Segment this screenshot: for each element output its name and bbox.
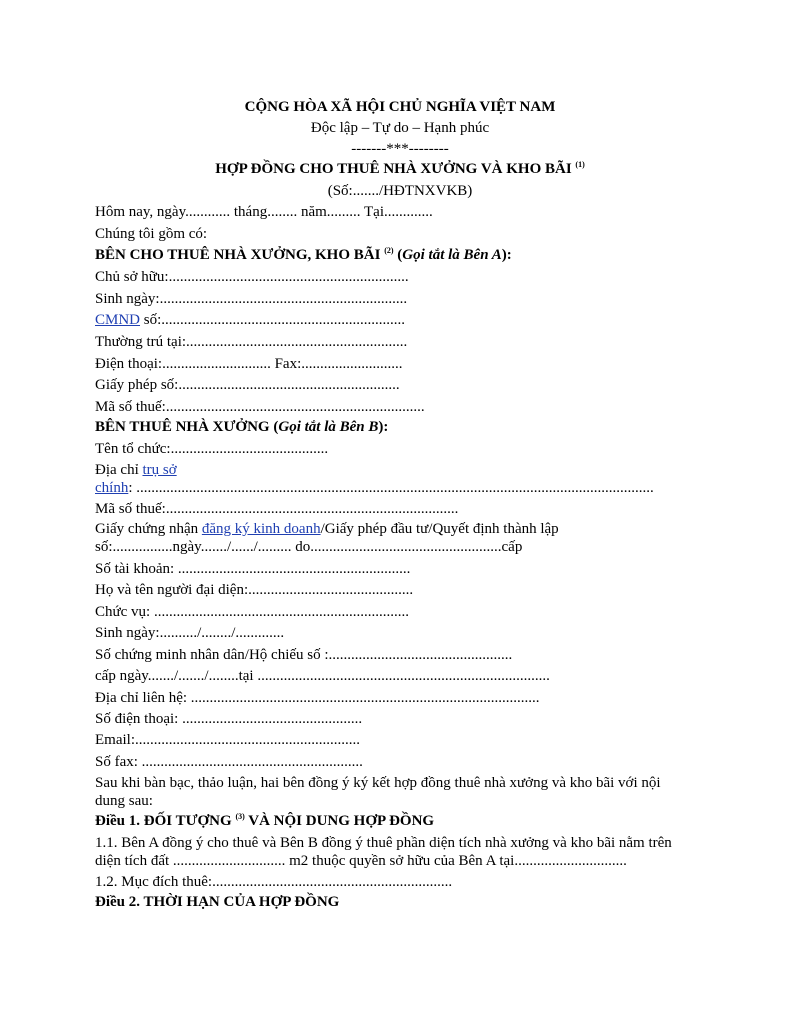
contract-title — [0, 160, 800, 178]
party-b-phone: Số điện thoại: ................................................ — [95, 711, 363, 727]
party-b-heading — [95, 418, 388, 436]
article1-heading — [95, 812, 434, 830]
party-a-residence: Thường trú tại:........................................................... — [95, 334, 408, 350]
article1-footnote: (3) — [235, 812, 245, 821]
contract-number: (Số:......./HĐTNXVKB) — [327, 183, 473, 199]
article1-p1-line1: 1.1. Bên A đồng ý cho thuê và Bên B đồng ý thuê phần diện tích nhà xưởng và kho bãi nằm trên — [95, 835, 672, 851]
party-b-id-passport: Số chứng minh nhân dân/Hộ chiếu số :................................................. — [95, 647, 513, 663]
party-b-paren-close: ): — [378, 419, 389, 435]
agreement-line1: Sau khi bàn bạc, thảo luận, hai bên đồng ý ký kết hợp đồng thuê nhà xưởng và kho bãi với nội — [95, 775, 661, 791]
party-a-footnote: (2) — [384, 246, 394, 255]
party-a-license: Giấy phép số:........................................................... — [95, 377, 400, 393]
title-footnote: (1) — [575, 160, 585, 169]
article1-p1-line2: diện tích đất .............................. m2 thuộc quyền sở hữu của Bên A tại.............................. — [95, 853, 627, 869]
country-heading: CỘNG HÒA XÃ HỘI CHỦ NGHĨA VIỆT NAM — [244, 99, 556, 115]
article1-heading-b: VÀ NỘI DUNG HỢP ĐỒNG — [244, 813, 435, 829]
party-a-phone-fax: Điện thoại:............................. Fax:........................... — [95, 356, 403, 372]
party-b-dob: Sinh ngày:........../......../............. — [95, 625, 285, 641]
cmnd-link[interactable]: CMND — [95, 312, 141, 328]
party-a-paren-open: ( — [397, 247, 403, 263]
article2-heading: Điều 2. THỜI HẠN CỦA HỢP ĐỒNG — [95, 894, 340, 910]
party-b-issued: cấp ngày......./......./........tại .............................................................................. — [95, 668, 550, 684]
article1-p2: 1.2. Mục đích thuê:................................................................ — [95, 874, 453, 890]
party-b-email: Email:............................................................ — [95, 732, 360, 748]
party-b-tax: Mã số thuế:.............................................................................. — [95, 501, 459, 517]
party-b-address-line2 — [95, 479, 654, 497]
cert-prefix: Giấy chứng nhận — [95, 521, 202, 537]
party-b-cert — [95, 520, 559, 538]
business-registration-link[interactable]: đăng ký kinh doanh — [201, 521, 321, 537]
agreement-line2: dung sau: — [95, 793, 153, 809]
party-a-short-name: Gọi tắt là Bên A — [402, 247, 502, 263]
motto: Độc lập – Tự do – Hạnh phúc — [310, 120, 490, 136]
party-b-account: Số tài khoản: .............................................................. — [95, 561, 411, 577]
party-b-fax: Số fax: ........................................................... — [95, 754, 363, 770]
cert-rest: /Giấy phép đầu tư/Quyết định thành lập — [320, 521, 559, 537]
head-office-link-part2[interactable]: chính — [95, 480, 129, 496]
party-a-tax: Mã số thuế:..................................................................... — [95, 399, 425, 415]
party-b-short-name: Gọi tắt là Bên B — [278, 419, 379, 435]
party-a-heading-text: BÊN CHO THUÊ NHÀ XƯỞNG, KHO BÃI — [95, 247, 381, 263]
party-a-id — [95, 311, 405, 329]
party-b-cert-number: số:................ngày......./....../......... do...................................................cấp — [95, 539, 523, 555]
party-b-position: Chức vụ: .................................................................... — [95, 604, 409, 620]
head-office-link-part1[interactable]: trụ sở — [142, 462, 177, 478]
party-a-paren-close: ): — [501, 247, 512, 263]
party-a-id-rest: số:................................................................. — [140, 312, 406, 328]
party-b-representative: Họ và tên người đại diện:............................................ — [95, 582, 414, 598]
address-rest: : .......................................................................................................................................... — [128, 480, 654, 496]
contract-title-text: HỢP ĐỒNG CHO THUÊ NHÀ XƯỞNG VÀ KHO BÃI — [215, 161, 572, 177]
party-b-address-line1 — [95, 461, 177, 479]
party-b-paren-open: ( — [269, 419, 279, 435]
address-prefix: Địa chỉ — [95, 462, 143, 478]
date-line: Hôm nay, ngày............ tháng........ năm......... Tại............. — [95, 204, 433, 220]
party-b-contact-address: Địa chỉ liên hệ: ............................................................................................. — [95, 690, 540, 706]
article1-heading-a: Điều 1. ĐỐI TƯỢNG — [95, 813, 232, 829]
party-a-heading — [95, 246, 512, 264]
party-a-dob: Sinh ngày:.................................................................. — [95, 291, 408, 307]
party-b-heading-text: BÊN THUÊ NHÀ XƯỞNG — [95, 419, 270, 435]
parties-intro: Chúng tôi gồm có: — [95, 226, 208, 242]
party-a-owner: Chủ sở hữu:................................................................ — [95, 269, 409, 285]
party-b-org: Tên tổ chức:.......................................... — [95, 441, 329, 457]
separator: -------***-------- — [351, 141, 449, 157]
